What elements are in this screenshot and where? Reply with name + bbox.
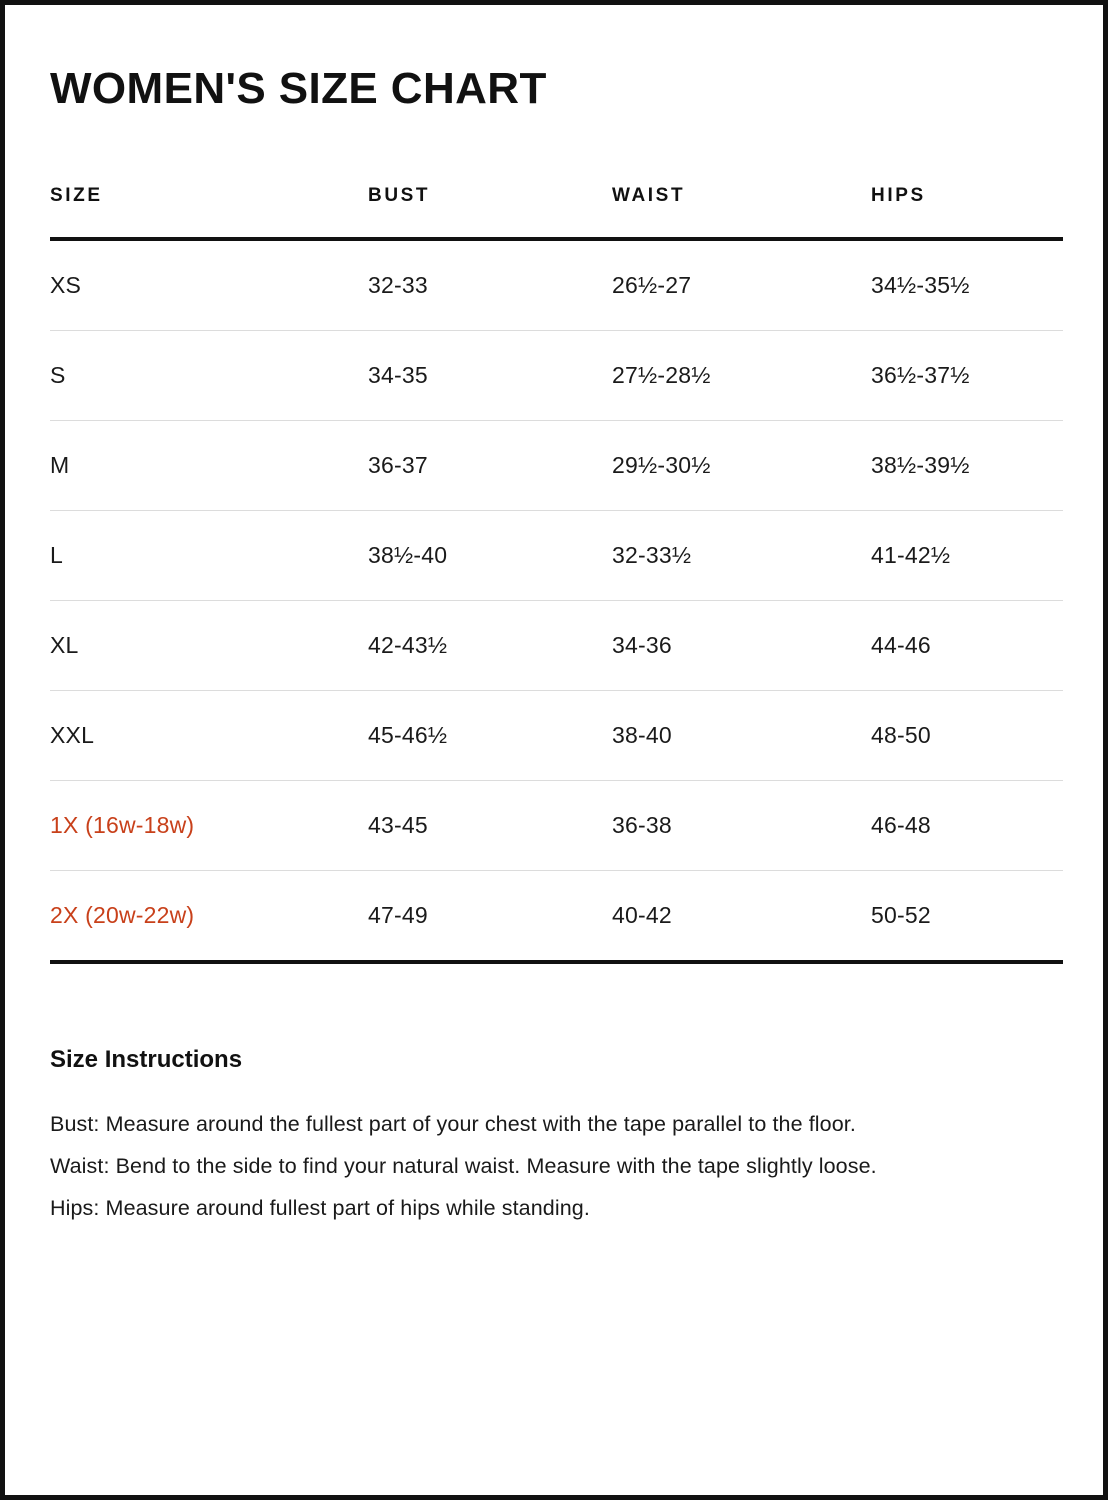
table-body xyxy=(50,239,1063,962)
column-header-size: SIZE xyxy=(50,185,368,239)
cell-waist: 34-36 xyxy=(612,601,871,691)
cell-size: 1X (16w-18w) xyxy=(50,781,368,871)
cell-waist: 38-40 xyxy=(612,691,871,781)
table-row xyxy=(50,781,1063,871)
cell-size: XXL xyxy=(50,691,368,781)
size-instructions-title: Size Instructions xyxy=(50,1046,243,1074)
instruction-line-bust: Bust: Measure around the fullest part of your chest with the tape parallel to the floor. xyxy=(50,1112,856,1137)
cell-bust: 38½-40 xyxy=(368,511,612,601)
cell-size: 2X (20w-22w) xyxy=(50,871,368,963)
cell-waist: 26½-27 xyxy=(612,239,871,331)
cell-waist: 40-42 xyxy=(612,871,871,963)
column-header-bust: BUST xyxy=(368,185,612,239)
table-row xyxy=(50,601,1063,691)
cell-bust: 42-43½ xyxy=(368,601,612,691)
cell-size: XL xyxy=(50,601,368,691)
cell-hips: 44-46 xyxy=(871,601,1063,691)
table-header-row xyxy=(50,185,1063,239)
table-row xyxy=(50,511,1063,601)
cell-bust: 32-33 xyxy=(368,239,612,331)
cell-hips: 50-52 xyxy=(871,871,1063,963)
table-row xyxy=(50,331,1063,421)
table-header xyxy=(50,185,1063,239)
size-chart-table xyxy=(50,185,1063,964)
cell-bust: 36-37 xyxy=(368,421,612,511)
cell-size: XS xyxy=(50,239,368,331)
column-header-hips: HIPS xyxy=(871,185,1063,239)
cell-waist: 36-38 xyxy=(612,781,871,871)
page-title: WOMEN'S SIZE CHART xyxy=(50,64,547,113)
cell-size: M xyxy=(50,421,368,511)
cell-hips: 38½-39½ xyxy=(871,421,1063,511)
table-row xyxy=(50,421,1063,511)
size-instructions-section xyxy=(50,1046,1058,1230)
cell-hips: 36½-37½ xyxy=(871,331,1063,421)
cell-hips: 34½-35½ xyxy=(871,239,1063,331)
cell-hips: 41-42½ xyxy=(871,511,1063,601)
cell-size: L xyxy=(50,511,368,601)
cell-bust: 43-45 xyxy=(368,781,612,871)
cell-bust: 45-46½ xyxy=(368,691,612,781)
instruction-line-waist: Waist: Bend to the side to find your natural waist. Measure with the tape slightly loose. xyxy=(50,1154,877,1179)
cell-hips: 48-50 xyxy=(871,691,1063,781)
cell-size: S xyxy=(50,331,368,421)
cell-waist: 27½-28½ xyxy=(612,331,871,421)
cell-bust: 34-35 xyxy=(368,331,612,421)
column-header-waist: WAIST xyxy=(612,185,871,239)
cell-waist: 29½-30½ xyxy=(612,421,871,511)
cell-hips: 46-48 xyxy=(871,781,1063,871)
cell-waist: 32-33½ xyxy=(612,511,871,601)
instruction-line-hips: Hips: Measure around fullest part of hips while standing. xyxy=(50,1196,590,1221)
table-row xyxy=(50,871,1063,963)
page-content xyxy=(50,50,1058,1465)
table-row xyxy=(50,691,1063,781)
cell-bust: 47-49 xyxy=(368,871,612,963)
table-row xyxy=(50,239,1063,331)
